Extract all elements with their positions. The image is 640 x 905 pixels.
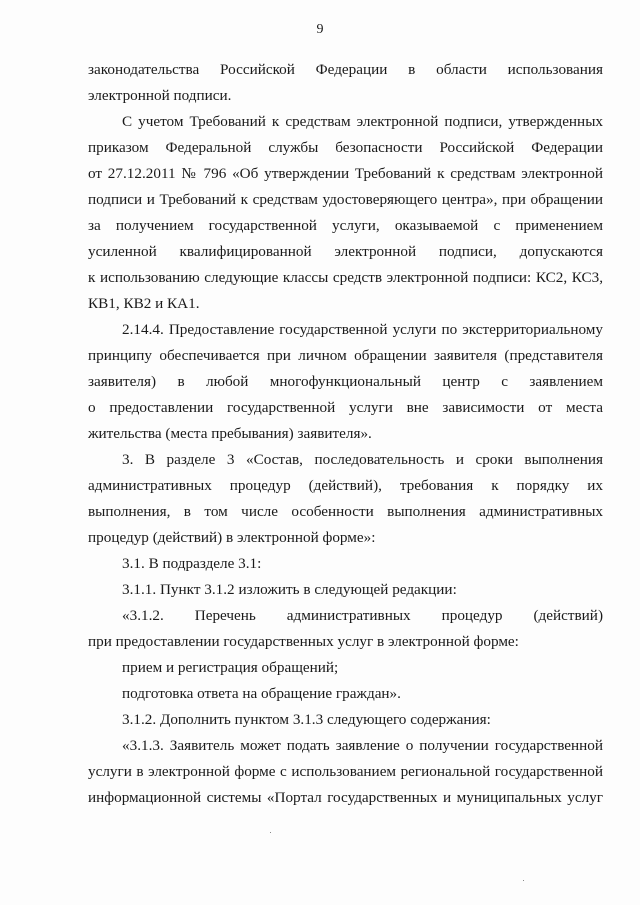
text-line: процедур (действий) в электронной форме»: <box>88 529 376 546</box>
text-line: прием и регистрация обращений; <box>122 659 339 676</box>
scan-speck <box>523 880 524 881</box>
text-line: 3.1. В подразделе 3.1: <box>122 555 262 572</box>
text-line: от 27.12.2011 № 796 «Об утверждении Требований к средствам электронной <box>88 165 603 182</box>
text-line: принципу обеспечивается при личном обращении заявителя (представителя <box>88 347 603 364</box>
text-line: к использованию следующие классы средств электронной подписи: КС2, КС3, <box>88 269 603 286</box>
text-line: С учетом Требований к средствам электронной подписи, утвержденных <box>122 113 603 130</box>
text-line: информационной системы «Портал государственных и муниципальных услуг <box>88 789 603 806</box>
text-line: электронной подписи. <box>88 87 232 104</box>
text-line: 2.14.4. Предоставление государственной услуги по экстерриториальному <box>122 321 603 338</box>
page-number: 9 <box>316 22 324 37</box>
text-line: выполнения, в том числе особенности выполнения административных <box>88 503 603 520</box>
text-line: за получением государственной услуги, оказываемой с применением <box>88 217 603 234</box>
text-line: 3. В разделе 3 «Состав, последовательность и сроки выполнения <box>122 451 603 468</box>
text-line: услуги в электронной форме с использованием региональной государственной <box>88 763 603 780</box>
text-line: заявителя) в любой многофункциональный центр с заявлением <box>88 373 603 390</box>
text-line: подписи и Требований к средствам удостоверяющего центра», при обращении <box>88 191 603 208</box>
text-line: 3.1.1. Пункт 3.1.2 изложить в следующей редакции: <box>122 581 457 598</box>
text-line: законодательства Российской Федерации в области использования <box>88 61 603 78</box>
text-line: о предоставлении государственной услуги вне зависимости от места <box>88 399 603 416</box>
text-line: КВ1, КВ2 и КА1. <box>88 295 200 312</box>
text-line: усиленной квалифицированной электронной подписи, допускаются <box>88 243 603 260</box>
text-line: «3.1.2. Перечень административных процедур (действий) <box>122 607 603 624</box>
text-line: при предоставлении государственных услуг в электронной форме: <box>88 633 519 650</box>
text-line: приказом Федеральной службы безопасности Российской Федерации <box>88 139 603 156</box>
text-line: жительства (места пребывания) заявителя». <box>88 425 372 442</box>
text-line: 3.1.2. Дополнить пунктом 3.1.3 следующего содержания: <box>122 711 491 728</box>
text-line: административных процедур (действий), требования к порядку их <box>88 477 603 494</box>
text-line: «3.1.3. Заявитель может подать заявление о получении государственной <box>122 737 603 754</box>
scan-speck <box>270 832 271 833</box>
text-line: подготовка ответа на обращение граждан». <box>122 685 401 702</box>
